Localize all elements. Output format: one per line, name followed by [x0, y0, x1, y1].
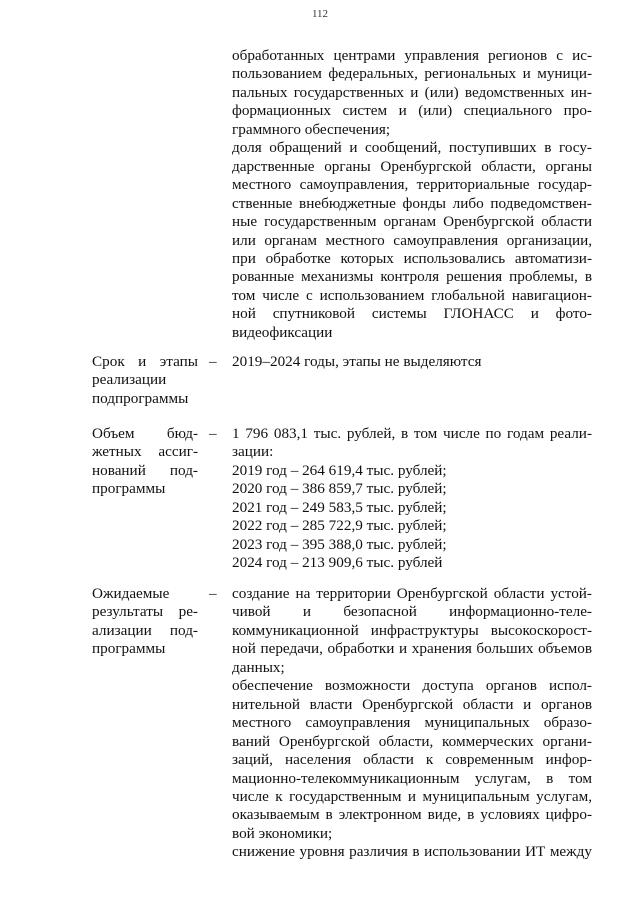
funding-value-line	[232, 499, 447, 516]
funding-value-line	[232, 480, 447, 497]
funding-value-line-text: 2024 год – 213 909,6 тыс. рублей	[232, 554, 443, 572]
funding-value-line-text: 1 796 083,1 тыс. рублей, в том числе по годам реали-	[232, 425, 592, 442]
indicator-line	[232, 287, 592, 304]
indicator-line-text: при обработке которых использовались автоматизи-	[232, 249, 592, 267]
indicator-line	[232, 213, 592, 230]
indicator-line-text: обработанных центрами управления регионов с ис-	[232, 47, 592, 64]
indicator-line-text: местного самоуправления, территориальные государ-	[232, 176, 592, 194]
indicator-line	[232, 139, 592, 156]
indicator-line	[232, 158, 592, 175]
funding-value-line	[232, 554, 442, 571]
results-value-line	[232, 825, 332, 842]
indicator-line-text: граммного обеспечения;	[232, 120, 391, 138]
funding-label-line	[92, 462, 198, 479]
period-label-line-text: Срок и этапы	[92, 353, 198, 370]
results-value-line-text: заций, населения области к современным инфор-	[232, 751, 592, 769]
results-value-line	[232, 806, 592, 823]
results-label-line-text: ализации под-	[92, 621, 198, 639]
funding-label-line-text: нований под-	[92, 461, 198, 479]
indicator-line-text: ные государственным органам Оренбургской области	[232, 213, 592, 231]
results-value-line	[232, 659, 285, 676]
results-value-line-text: создание на территории Оренбургской области устой-	[232, 585, 592, 602]
results-value-line	[232, 603, 592, 620]
page-number: 112	[311, 8, 329, 20]
funding-label-line-text: Объем бюд-	[92, 425, 198, 442]
results-value-line-text: ваний Оренбургской области, коммерческих органи-	[232, 732, 592, 750]
funding-value-line	[232, 536, 447, 553]
results-label-line-text: результаты ре-	[92, 603, 198, 621]
results-value-line	[232, 677, 592, 694]
results-value-line	[232, 640, 592, 657]
results-value-line-text: числе к государственным и муниципальным услугам,	[232, 787, 592, 805]
period-value-line	[232, 353, 481, 370]
results-value-line-text: местного самоуправления муниципальных образо-	[232, 714, 592, 732]
funding-label-line	[92, 443, 198, 460]
indicator-line	[232, 121, 390, 138]
results-value-line-text: мационно-телекоммуникационным услугам, в том	[232, 769, 592, 787]
indicator-line	[232, 250, 592, 267]
results-label-line-text: Ожидаемые	[92, 585, 170, 602]
funding-label-line	[92, 425, 198, 442]
indicator-line-text: пальных государственных и (или) ведомственных ин-	[232, 83, 592, 101]
results-label-line	[92, 603, 198, 620]
results-value-line	[232, 788, 592, 805]
results-label-line-text: программы	[92, 640, 166, 658]
results-value-line	[232, 843, 592, 860]
indicator-line-text: видеофиксации	[232, 323, 333, 341]
indicator-line-text: формационных систем и (или) специального про-	[232, 102, 592, 120]
funding-value-line-text: 2019 год – 264 619,4 тыс. рублей;	[232, 461, 447, 479]
results-value-line	[232, 733, 592, 750]
results-dash	[209, 585, 217, 602]
results-value-line-text: чивой и безопасной информационно-теле-	[232, 603, 592, 621]
indicator-line	[232, 268, 592, 285]
results-value-line-text: обеспечение возможности доступа органов испол-	[232, 677, 592, 695]
indicator-line	[232, 176, 592, 193]
indicator-line-text: доля обращений и сообщений, поступивших в госу-	[232, 139, 592, 157]
funding-value-line-text: 2020 год – 386 859,7 тыс. рублей;	[232, 480, 447, 498]
period-label-line	[92, 390, 188, 407]
funding-value-line	[232, 517, 447, 534]
results-value-line-text: данных;	[232, 658, 285, 676]
results-value-line-text: ной передачи, обработки и хранения больших объемов	[232, 640, 592, 658]
funding-label-line-text: жетных ассиг-	[92, 443, 198, 461]
funding-dash-text: –	[209, 425, 217, 442]
results-value-line-text: вой экономики;	[232, 824, 333, 842]
indicator-line-text: или органам местного самоуправления организации,	[232, 231, 592, 249]
period-dash-text: –	[209, 353, 217, 370]
indicator-line	[232, 324, 332, 341]
indicator-line-text: дарственные органы Оренбургской области, органы	[232, 157, 592, 175]
funding-label-line	[92, 480, 165, 497]
funding-value-line-text: зации:	[232, 443, 274, 461]
indicator-line-text: пользованием федеральных, региональных и муници-	[232, 65, 592, 83]
results-value-line	[232, 696, 592, 713]
results-value-line-text: коммуникационной инфраструктуры высокоскорост-	[232, 621, 592, 639]
indicator-line	[232, 195, 592, 212]
results-label-line	[92, 622, 198, 639]
results-dash-text: –	[209, 585, 217, 602]
results-value-line	[232, 770, 592, 787]
indicator-line-text: рованные механизмы контроля решения проблемы, в	[232, 268, 592, 286]
indicator-line	[232, 232, 592, 249]
period-label-line-text: реализации	[92, 371, 167, 389]
period-label-line	[92, 353, 198, 370]
funding-value-line	[232, 443, 273, 460]
funding-value-line-text: 2022 год – 285 722,9 тыс. рублей;	[232, 517, 447, 535]
results-label-line	[92, 640, 165, 657]
funding-value-line-text: 2023 год – 395 388,0 тыс. рублей;	[232, 535, 447, 553]
results-value-line	[232, 585, 592, 602]
indicator-line	[232, 65, 592, 82]
funding-value-line	[232, 425, 592, 442]
funding-value-line	[232, 462, 447, 479]
results-value-line-text: нительной власти Оренбургской области и органов	[232, 695, 592, 713]
period-label-line	[92, 371, 166, 388]
results-value-line-text: снижение уровня различия в использовании ИТ между	[232, 843, 592, 861]
indicator-line	[232, 47, 592, 64]
results-value-line	[232, 751, 592, 768]
funding-label-line-text: программы	[92, 480, 166, 498]
indicator-line	[232, 84, 592, 101]
results-value-line-text: оказываемым в электронном виде, в условиях цифро-	[232, 806, 592, 824]
period-dash	[209, 353, 217, 370]
funding-dash	[209, 425, 217, 442]
indicator-line-text: том числе с использованием глобальной навигацион-	[232, 286, 592, 304]
period-value-line-text: 2019–2024 годы, этапы не выделяются	[232, 353, 482, 370]
indicator-line	[232, 305, 592, 322]
indicator-line	[232, 102, 592, 119]
period-label-line-text: подпрограммы	[92, 389, 189, 407]
results-value-line	[232, 714, 592, 731]
indicator-line-text: ной спутниковой системы ГЛОНАСС и фото-	[232, 305, 592, 323]
funding-value-line-text: 2021 год – 249 583,5 тыс. рублей;	[232, 498, 447, 516]
results-label-line	[92, 585, 169, 602]
indicator-line-text: ственные внебюджетные фонды либо подведомствен-	[232, 194, 592, 212]
results-value-line	[232, 622, 592, 639]
